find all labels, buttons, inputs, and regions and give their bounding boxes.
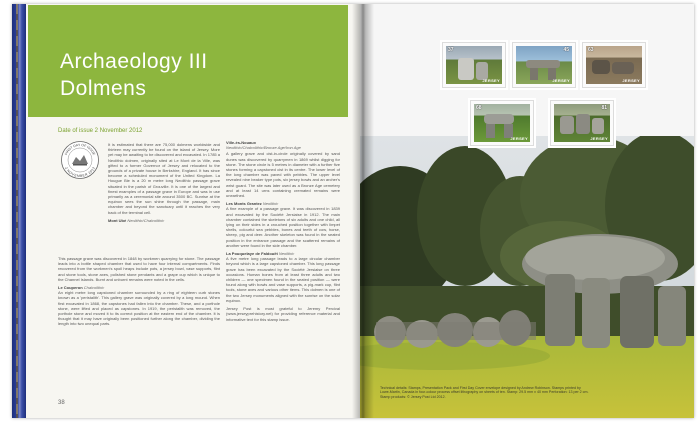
acknowledgement-text: Jersey Post is most grateful to Jeremy Percival (www.jerseyprehistory.net) for providing reference material and informative text for this stamp issue.	[226, 306, 340, 322]
stamp-2-value: 45	[563, 47, 569, 53]
stamp-sheet	[360, 4, 694, 154]
heading-le-couperon: Le Couperon	[58, 285, 83, 291]
page-title-line2: Dolmens	[60, 77, 147, 100]
heading-les-monts-grantez: Les Monts Grantez	[226, 201, 262, 207]
dolmen-photograph	[360, 136, 694, 418]
stamp-3-country: JERSEY	[622, 78, 640, 83]
left-page	[26, 4, 360, 418]
heading-le-couperon-period: Chalcolithic	[83, 285, 105, 291]
stamp-1	[442, 42, 506, 88]
stamp-5-country: JERSEY	[590, 136, 608, 141]
technical-details-caption: Technical details: Stamps, Presentation Pack and First Day Cover envelope designed by Andrew Robinson. Stamps printed by Lowe-Martin, Canada in four-colour process offset lithography on sheets of ten. Stamp: 29.5 mm x 40 mm Perforation: 13 per 2 cm. Stamp products: © Jersey Post Ltd 2012.	[380, 386, 589, 399]
heading-ville-es-nouaux: Ville-ès-Nouaux	[226, 140, 256, 145]
stamp-1-value: 37	[448, 47, 454, 53]
stamp-4-country: JERSEY	[510, 136, 528, 141]
stamp-4	[470, 100, 534, 146]
les-monts-grantez-text: A fine example of a passage grave. It was discovered in 1839 and excavated by the Société Jersiaise in 1912. The main chamber contained the skeletons of six adults and one child, all lying on their sides in a crouched position together with limpet shells, colourful sea pebbles, bones and teeth of cow, horse, sheep, pig and deer. Another skeleton was found in the seated position in the entrance passage and the scattered remains of another were found in the side chamber.	[226, 206, 340, 248]
seal-text-bottom: 2 NOVEMBER 2012	[63, 166, 97, 179]
heading-mont-ube: Mont Ubé	[108, 217, 127, 223]
booklet-spread	[12, 4, 694, 418]
first-day-seal	[60, 140, 100, 180]
intro-column	[108, 142, 220, 223]
seal-text-top: FIRST DAY OF ISSUE	[64, 142, 96, 156]
faldouet-text: A five metre long passage leads to a large circular chamber beyond which is a large capstoned chamber. This long passage grave has been excavated by the Société Jersiaise on three occasions. Human bones from at least three adults and two children — one specimen found in the seated position — were found along with bowls and vase supports, a pig-mark cup, flint tools, stone axes and various other items. This dolmen is one of the two Jersey monuments aligned with the sunrise on the solar equinox.	[226, 256, 340, 303]
stamp-5	[550, 100, 614, 146]
le-couperon-text: An eight metre long capstoned chamber surrounded by a ring of eighteen curb stones known as a 'peristalith'. This gallery grave was originally covered by a long mound. When first excavated in 1868, the capstones had fallen into the chamber. These, and a porthole stone, were lifted and placed as capstones. In 1919, the peristalith was removed, the porthole stone and moved it to its correct position at the eastern end of the chamber. It is thought that it may have originally been positioned further along the chamber, dividing the length into two unequal parts.	[58, 290, 220, 327]
stamp-5-value: 81	[601, 105, 607, 111]
date-of-issue: Date of issue 2 November 2012	[58, 128, 143, 134]
intro-text: It is estimated that there are 75,000 dolmens worldwide and thirteen may currently be found on the island of Jersey. More yet may be awaiting to be discovered and excavated. In 1785 a Neolithic dolmen, originally sited at Le Mont de la Ville, was gifted to a former Governor of Jersey and relocated to the grounds of a private house in Berkshire, England. It has since become a scheduled monument of the United Kingdom. La Hougue Bie is a 20 m metre long Neolithic passage grave situated in the parish of Grouville. It is one of the largest and finest examples of a passage grave in Europe and was in use primarily as a ceremonial site around 3500 BC. Sunrise at the equinox sees the sun shine through the passage, main chamber and beyond the sanctuary until it reaches the very back of the terminal cell.	[108, 142, 220, 215]
page-title-line1: Archaeology III	[60, 50, 208, 73]
heading-les-monts-grantez-period: Neolithic	[262, 201, 279, 207]
ville-es-nouaux-text: A gallery grave and cist-in-circle originally covered by sand dunes was discovered by quarrymen in 1869 whilst digging for stone. The stone circle is 5 metres in diameter with a further five stones forming a capstoned cist in its centre. The lower level of the long chamber was paved with pebbles. The upper level revealed nine beaker type pots, six jersey bowls and an archer's wrist guard. The site was later used as a Bronze Age cemetery and at least 14 urns containing cremated remains were unearthed.	[226, 151, 340, 199]
stamp-3-value: 63	[588, 47, 594, 53]
mont-ube-text: This passage grave was discovered in 1848 by workmen quarrying for stone. The passage leads into a bottle shaped chamber that used to have four internal compartments. Finds recovered from the workmen's spoil heaps include pots, a jersey bowl, vase supports, flint and stone tools, stone axes, polished stone pendants and a grape cup which is unique to the Channel Islands. Burnt and unburnt remains were noted in the cells.	[58, 256, 220, 282]
heading-ville-es-nouaux-period: Neolithic/Chalcolithic/Bronze Age/Iron Age	[226, 145, 301, 151]
heading-faldouet: La Pouquelaye de Faldouët	[226, 251, 278, 257]
stamp-2	[512, 42, 576, 88]
stamp-3	[582, 42, 646, 88]
right-page	[360, 4, 694, 418]
left-lower-column	[58, 256, 220, 330]
page-gutter-shadow	[352, 4, 374, 418]
title-band	[28, 5, 348, 117]
page-number: 38	[58, 400, 65, 406]
stamp-4-value: 68	[476, 105, 482, 111]
stamp-2-country: JERSEY	[552, 78, 570, 83]
stamp-1-country: JERSEY	[482, 78, 500, 83]
booklet-spine	[12, 4, 26, 418]
right-column	[226, 140, 340, 325]
heading-faldouet-period: Neolithic	[278, 251, 295, 257]
heading-mont-ube-period: Neolithic/Chalcolithic	[127, 217, 165, 223]
